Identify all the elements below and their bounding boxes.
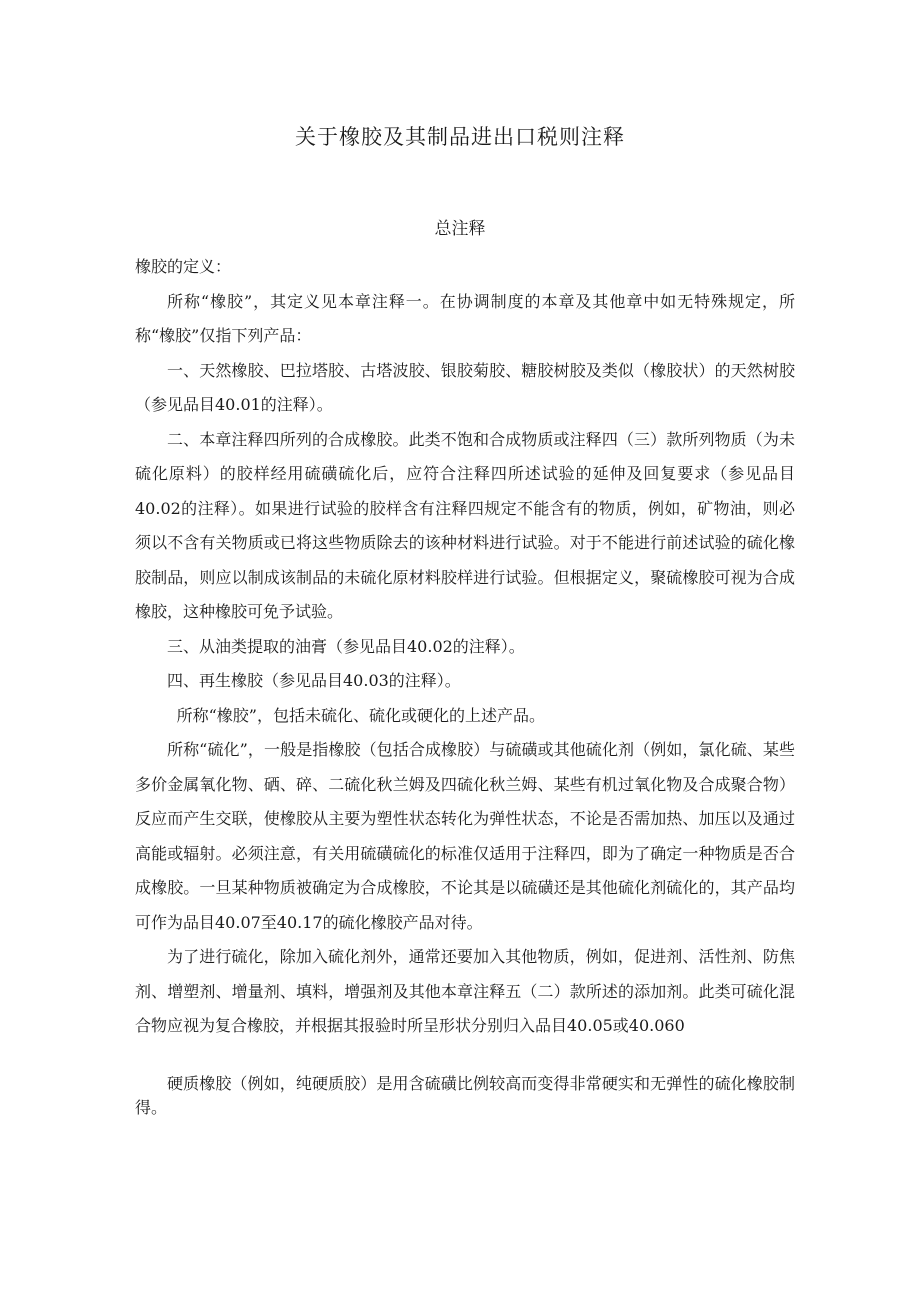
paragraph-hard-rubber: 硬质橡胶（例如，纯硬质胶）是用含硫磺比例较高而变得非常硬实和无弹性的硫化橡胶制得。 xyxy=(135,1073,795,1117)
section-title: 总注释 xyxy=(434,219,486,239)
document-title: 关于橡胶及其制品进出口税则注释 xyxy=(295,125,625,149)
paragraph-intro: 所称“橡胶”，其定义见本章注释一。在协调制度的本章及其他章中如无特殊规定，所称“橡胶”仅指下列产品： xyxy=(135,291,795,345)
paragraph-compounding: 为了进行硫化，除加入硫化剂外，通常还要加入其他物质，例如，促进剂、活性剂、防焦剂、增塑剂、增量剂、填料，增强剂及其他本章注释五（二）款所述的添加剂。此类可硫化混合物应视为复合橡胶，并根据其报验时所呈形状分别归入品目40.05或40.060 xyxy=(135,947,795,1035)
document-body xyxy=(135,250,795,1120)
paragraph-definition-heading: 橡胶的定义： xyxy=(135,257,232,276)
paragraph-item-1: 一、天然橡胶、巴拉塔胶、古塔波胶、银胶菊胶、糖胶树胶及类似（橡胶状）的天然树胶（参见品目40.01的注释）。 xyxy=(135,360,795,414)
paragraph-vulcanization: 所称“硫化”，一般是指橡胶（包括合成橡胶）与硫磺或其他硫化剂（例如，氯化硫、某些多价金属氧化物、硒、碎、二硫化秋兰姆及四硫化秋兰姆、某些有机过氧化物及合成聚合物）反应而产生交联，使橡胶从主要为塑性状态转化为弹性状态，不论是否需加热、加压以及通过高能或辐射。必须注意，有关用硫磺硫化的标准仅适用于注释四，即为了确定一种物质是否合成橡胶。一旦某种物质被确定为合成橡胶，不论其是以硫磺还是其他硫化剂硫化的，其产品均可作为品目40.07至40.17的硫化橡胶产品对待。 xyxy=(135,740,795,932)
paragraph-item-2: 二、本章注释四所列的合成橡胶。此类不饱和合成物质或注释四（三）款所列物质（为未硫化原料）的胶样经用硫磺硫化后，应符合注释四所述试验的延伸及回复要求（参见品目40.02的注释）。如果进行试验的胶样含有注释四规定不能含有的物质，例如，矿物油，则必须以不含有关物质或已将这些物质除去的该种材料进行试验。对于不能进行前述试验的硫化橡胶制品，则应以制成该制品的未硫化原材料胶样进行试验。但根据定义，聚硫橡胶可视为合成橡胶，这种橡胶可免予试验。 xyxy=(135,429,795,621)
paragraph-rubber-scope: 所称“橡胶”，包括未硫化、硫化或硬化的上述产品。 xyxy=(176,705,545,725)
paragraph-item-4: 四、再生橡胶（参见品目40.03的注释）。 xyxy=(167,671,461,690)
paragraph-item-3: 三、从油类提取的油膏（参见品目40.02的注释）。 xyxy=(167,636,525,656)
